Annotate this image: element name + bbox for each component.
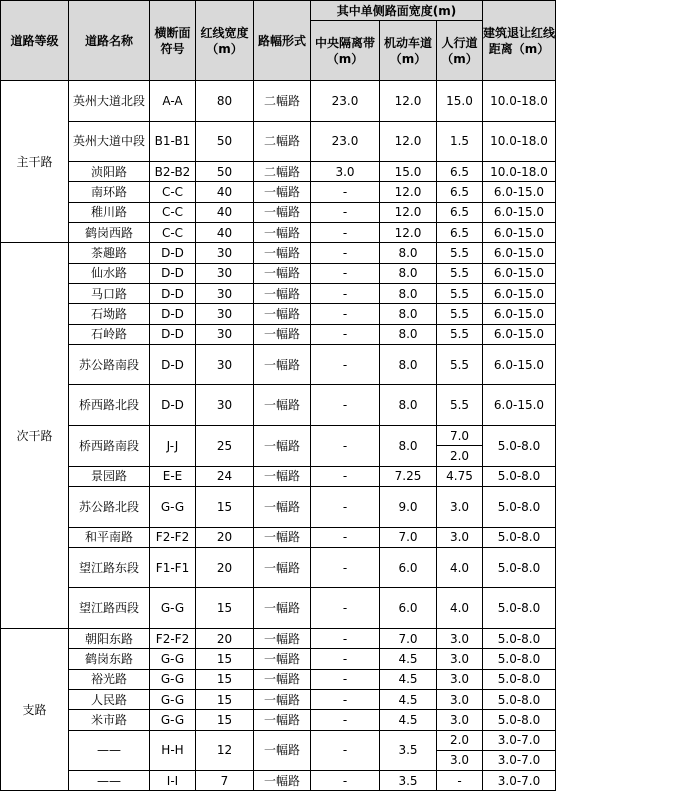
cell-redline-width: 30 — [196, 385, 254, 426]
cell-road-form: 一幅路 — [254, 385, 311, 426]
table-row — [1, 385, 556, 426]
cell-setback: 3.0-7.0 — [483, 771, 556, 791]
table-row — [1, 81, 556, 122]
cell-setback: 5.0-8.0 — [483, 466, 556, 486]
cell-road-name: 茶趣路 — [69, 243, 150, 263]
cell-median: - — [311, 730, 380, 771]
cell-sidewalk: 5.5 — [437, 344, 483, 385]
cell-section-symbol: F1-F1 — [150, 547, 196, 588]
cell-median: - — [311, 243, 380, 263]
cell-road-name: 望江路西段 — [69, 588, 150, 629]
cell-road-form: 一幅路 — [254, 202, 311, 222]
cell-motor-lane: 12.0 — [380, 202, 437, 222]
cell-redline-width: 40 — [196, 223, 254, 243]
cell-setback: 6.0-15.0 — [483, 243, 556, 263]
cell-motor-lane: 12.0 — [380, 182, 437, 202]
cell-redline-width: 15 — [196, 689, 254, 709]
cell-road-form: 一幅路 — [254, 669, 311, 689]
cell-motor-lane: 4.5 — [380, 689, 437, 709]
table-row — [1, 771, 556, 791]
table-row — [1, 243, 556, 263]
cell-median: - — [311, 669, 380, 689]
cell-median: - — [311, 771, 380, 791]
cell-motor-lane: 8.0 — [380, 385, 437, 426]
header-section-symbol: 横断面符号 — [150, 1, 196, 81]
cell-sidewalk: 5.5 — [437, 324, 483, 344]
cell-section-symbol: F2-F2 — [150, 629, 196, 649]
cell-median: - — [311, 689, 380, 709]
cell-section-symbol: D-D — [150, 263, 196, 283]
cell-road-name: 鹤岗东路 — [69, 649, 150, 669]
table-row — [1, 466, 556, 486]
table-row — [1, 730, 556, 750]
header-road-name: 道路名称 — [69, 1, 150, 81]
cell-redline-width: 20 — [196, 527, 254, 547]
table-row — [1, 283, 556, 303]
cell-sidewalk: 6.5 — [437, 162, 483, 182]
cell-redline-width: 50 — [196, 162, 254, 182]
cell-setback: 5.0-8.0 — [483, 588, 556, 629]
cell-redline-width: 15 — [196, 710, 254, 730]
cell-sidewalk: - — [437, 771, 483, 791]
cell-sidewalk: 3.0 — [437, 527, 483, 547]
cell-motor-lane: 4.5 — [380, 649, 437, 669]
cell-median: - — [311, 223, 380, 243]
cell-road-form: 一幅路 — [254, 223, 311, 243]
cell-redline-width: 30 — [196, 283, 254, 303]
cell-setback: 6.0-15.0 — [483, 283, 556, 303]
cell-redline-width: 24 — [196, 466, 254, 486]
cell-section-symbol: C-C — [150, 223, 196, 243]
cell-sidewalk: 4.0 — [437, 588, 483, 629]
cell-motor-lane: 9.0 — [380, 486, 437, 527]
cell-road-name: 石坳路 — [69, 304, 150, 324]
cell-sidewalk: 4.0 — [437, 547, 483, 588]
cell-section-symbol: C-C — [150, 182, 196, 202]
cell-setback: 10.0-18.0 — [483, 121, 556, 162]
cell-road-form: 一幅路 — [254, 486, 311, 527]
table-row — [1, 182, 556, 202]
cell-section-symbol: I-I — [150, 771, 196, 791]
table-row — [1, 689, 556, 709]
cell-setback: 5.0-8.0 — [483, 710, 556, 730]
cell-motor-lane: 8.0 — [380, 243, 437, 263]
cell-sidewalk: 3.0 — [437, 629, 483, 649]
cell-redline-width: 12 — [196, 730, 254, 771]
cell-motor-lane: 8.0 — [380, 426, 437, 467]
cell-redline-width: 80 — [196, 81, 254, 122]
cell-redline-width: 7 — [196, 771, 254, 791]
cell-road-form: 一幅路 — [254, 649, 311, 669]
cell-section-symbol: G-G — [150, 588, 196, 629]
cell-road-level: 次干路 — [1, 243, 69, 629]
cell-road-form: 一幅路 — [254, 344, 311, 385]
cell-sidewalk: 5.5 — [437, 243, 483, 263]
cell-road-name: 朝阳东路 — [69, 629, 150, 649]
cell-road-name: 仙水路 — [69, 263, 150, 283]
cell-median: - — [311, 710, 380, 730]
cell-motor-lane: 6.0 — [380, 547, 437, 588]
cell-redline-width: 30 — [196, 243, 254, 263]
cell-median: - — [311, 486, 380, 527]
cell-sidewalk: 7.0 — [437, 426, 483, 446]
cell-motor-lane: 3.5 — [380, 771, 437, 791]
cell-road-name: —— — [69, 771, 150, 791]
cell-median: - — [311, 324, 380, 344]
cell-setback: 5.0-8.0 — [483, 426, 556, 467]
cell-motor-lane: 4.5 — [380, 669, 437, 689]
cell-road-level: 主干路 — [1, 81, 69, 243]
cell-setback: 6.0-15.0 — [483, 304, 556, 324]
cell-motor-lane: 6.0 — [380, 588, 437, 629]
cell-setback: 5.0-8.0 — [483, 649, 556, 669]
cell-redline-width: 15 — [196, 588, 254, 629]
cell-setback: 10.0-18.0 — [483, 162, 556, 182]
cell-road-form: 一幅路 — [254, 304, 311, 324]
cell-redline-width: 15 — [196, 486, 254, 527]
cell-section-symbol: G-G — [150, 689, 196, 709]
cell-sidewalk: 2.0 — [437, 730, 483, 750]
cell-sidewalk: 5.5 — [437, 304, 483, 324]
cell-median: - — [311, 649, 380, 669]
cell-sidewalk: 5.5 — [437, 283, 483, 303]
cell-setback: 5.0-8.0 — [483, 527, 556, 547]
cell-redline-width: 30 — [196, 344, 254, 385]
cell-road-name: 苏公路北段 — [69, 486, 150, 527]
cell-road-name: 鹤岗西路 — [69, 223, 150, 243]
cell-road-name: 稚川路 — [69, 202, 150, 222]
cell-motor-lane: 3.5 — [380, 730, 437, 771]
cell-setback: 3.0-7.0 — [483, 750, 556, 770]
cell-sidewalk: 6.5 — [437, 223, 483, 243]
table-row — [1, 669, 556, 689]
cell-median: - — [311, 283, 380, 303]
cell-road-form: 一幅路 — [254, 689, 311, 709]
cell-road-form: 一幅路 — [254, 629, 311, 649]
cell-road-name: 人民路 — [69, 689, 150, 709]
cell-median: - — [311, 527, 380, 547]
table-row — [1, 649, 556, 669]
cell-section-symbol: D-D — [150, 324, 196, 344]
cell-section-symbol: H-H — [150, 730, 196, 771]
cell-road-form: 一幅路 — [254, 466, 311, 486]
cell-setback: 6.0-15.0 — [483, 223, 556, 243]
cell-section-symbol: C-C — [150, 202, 196, 222]
cell-road-form: 二幅路 — [254, 162, 311, 182]
cell-median: - — [311, 385, 380, 426]
cell-road-form: 一幅路 — [254, 283, 311, 303]
cell-sidewalk: 3.0 — [437, 750, 483, 770]
cell-section-symbol: D-D — [150, 344, 196, 385]
header-median: 中央隔离带（m） — [311, 21, 380, 81]
cell-redline-width: 15 — [196, 669, 254, 689]
table-body — [1, 81, 556, 791]
cell-road-name: 石岭路 — [69, 324, 150, 344]
cell-section-symbol: B1-B1 — [150, 121, 196, 162]
table-row — [1, 629, 556, 649]
cell-setback: 3.0-7.0 — [483, 730, 556, 750]
cell-redline-width: 25 — [196, 426, 254, 467]
cell-sidewalk: 3.0 — [437, 710, 483, 730]
cell-road-form: 一幅路 — [254, 527, 311, 547]
header-motor-lane: 机动车道（m） — [380, 21, 437, 81]
cell-redline-width: 40 — [196, 182, 254, 202]
header-setback: 建筑退让红线距离（m） — [483, 1, 556, 81]
cell-motor-lane: 8.0 — [380, 283, 437, 303]
cell-section-symbol: F2-F2 — [150, 527, 196, 547]
cell-motor-lane: 12.0 — [380, 223, 437, 243]
cell-section-symbol: J-J — [150, 426, 196, 467]
cell-road-form: 一幅路 — [254, 588, 311, 629]
table-row — [1, 588, 556, 629]
cell-sidewalk: 5.5 — [437, 263, 483, 283]
cell-redline-width: 50 — [196, 121, 254, 162]
table-row — [1, 486, 556, 527]
cell-median: - — [311, 547, 380, 588]
cell-road-name: 浈阳路 — [69, 162, 150, 182]
cell-median: - — [311, 304, 380, 324]
cell-redline-width: 30 — [196, 324, 254, 344]
cell-section-symbol: A-A — [150, 81, 196, 122]
table-row — [1, 527, 556, 547]
cell-median: - — [311, 202, 380, 222]
cell-road-name: —— — [69, 730, 150, 771]
cell-median: 3.0 — [311, 162, 380, 182]
cell-section-symbol: E-E — [150, 466, 196, 486]
cell-road-name: 南环路 — [69, 182, 150, 202]
cell-sidewalk: 6.5 — [437, 182, 483, 202]
cell-median: - — [311, 426, 380, 467]
cell-median: 23.0 — [311, 121, 380, 162]
cell-setback: 6.0-15.0 — [483, 263, 556, 283]
cell-median: - — [311, 466, 380, 486]
cell-motor-lane: 7.0 — [380, 629, 437, 649]
cell-road-form: 一幅路 — [254, 263, 311, 283]
cell-road-form: 一幅路 — [254, 182, 311, 202]
cell-road-name: 桥西路北段 — [69, 385, 150, 426]
cell-motor-lane: 8.0 — [380, 344, 437, 385]
cell-redline-width: 20 — [196, 629, 254, 649]
table-row — [1, 162, 556, 182]
header-road-form: 路幅形式 — [254, 1, 311, 81]
cell-section-symbol: D-D — [150, 385, 196, 426]
cell-section-symbol: G-G — [150, 710, 196, 730]
cell-motor-lane: 8.0 — [380, 263, 437, 283]
cell-road-name: 景园路 — [69, 466, 150, 486]
cell-motor-lane: 8.0 — [380, 324, 437, 344]
cell-road-name: 裕光路 — [69, 669, 150, 689]
cell-motor-lane: 7.0 — [380, 527, 437, 547]
cell-sidewalk: 15.0 — [437, 81, 483, 122]
table-row — [1, 547, 556, 588]
cell-road-name: 桥西路南段 — [69, 426, 150, 467]
table-row — [1, 202, 556, 222]
cell-road-name: 和平南路 — [69, 527, 150, 547]
cell-road-name: 英州大道中段 — [69, 121, 150, 162]
cell-road-form: 一幅路 — [254, 771, 311, 791]
cell-road-name: 英州大道北段 — [69, 81, 150, 122]
table-row — [1, 324, 556, 344]
cell-road-form: 一幅路 — [254, 710, 311, 730]
cell-motor-lane: 12.0 — [380, 81, 437, 122]
cell-setback: 6.0-15.0 — [483, 385, 556, 426]
cell-median: - — [311, 588, 380, 629]
cell-motor-lane: 12.0 — [380, 121, 437, 162]
cell-section-symbol: G-G — [150, 649, 196, 669]
cell-road-form: 一幅路 — [254, 426, 311, 467]
cell-setback: 6.0-15.0 — [483, 202, 556, 222]
cell-motor-lane: 7.25 — [380, 466, 437, 486]
cell-median: 23.0 — [311, 81, 380, 122]
cell-road-name: 苏公路南段 — [69, 344, 150, 385]
cell-sidewalk: 3.0 — [437, 689, 483, 709]
cell-road-form: 一幅路 — [254, 547, 311, 588]
cell-setback: 10.0-18.0 — [483, 81, 556, 122]
cell-road-name: 马口路 — [69, 283, 150, 303]
cell-redline-width: 40 — [196, 202, 254, 222]
table-row — [1, 263, 556, 283]
cell-sidewalk: 5.5 — [437, 385, 483, 426]
cell-sidewalk: 3.0 — [437, 486, 483, 527]
cell-setback: 5.0-8.0 — [483, 486, 556, 527]
cell-section-symbol: D-D — [150, 304, 196, 324]
cell-sidewalk: 4.75 — [437, 466, 483, 486]
cell-road-form: 二幅路 — [254, 81, 311, 122]
cell-section-symbol: D-D — [150, 283, 196, 303]
cell-road-form: 一幅路 — [254, 243, 311, 263]
header-sidewalk: 人行道（m） — [437, 21, 483, 81]
cell-setback: 5.0-8.0 — [483, 669, 556, 689]
table-row — [1, 344, 556, 385]
cell-section-symbol: B2-B2 — [150, 162, 196, 182]
cell-motor-lane: 15.0 — [380, 162, 437, 182]
cell-sidewalk: 6.5 — [437, 202, 483, 222]
cell-section-symbol: D-D — [150, 243, 196, 263]
cell-road-name: 米市路 — [69, 710, 150, 730]
cell-setback: 5.0-8.0 — [483, 547, 556, 588]
cell-median: - — [311, 344, 380, 385]
cell-redline-width: 15 — [196, 649, 254, 669]
cell-redline-width: 20 — [196, 547, 254, 588]
cell-median: - — [311, 182, 380, 202]
cell-redline-width: 30 — [196, 304, 254, 324]
table-row — [1, 223, 556, 243]
cell-setback: 5.0-8.0 — [483, 629, 556, 649]
table-row — [1, 426, 556, 446]
cell-road-level: 支路 — [1, 629, 69, 791]
cell-section-symbol: G-G — [150, 669, 196, 689]
cell-sidewalk: 1.5 — [437, 121, 483, 162]
cell-section-symbol: G-G — [150, 486, 196, 527]
cell-motor-lane: 8.0 — [380, 304, 437, 324]
cell-setback: 6.0-15.0 — [483, 344, 556, 385]
table-row — [1, 304, 556, 324]
cell-setback: 5.0-8.0 — [483, 689, 556, 709]
cell-sidewalk: 3.0 — [437, 649, 483, 669]
cell-sidewalk: 3.0 — [437, 669, 483, 689]
cell-motor-lane: 4.5 — [380, 710, 437, 730]
cell-median: - — [311, 629, 380, 649]
header-redline-width: 红线宽度（m） — [196, 1, 254, 81]
cell-road-form: 一幅路 — [254, 324, 311, 344]
cell-redline-width: 30 — [196, 263, 254, 283]
cell-setback: 6.0-15.0 — [483, 324, 556, 344]
table-row — [1, 710, 556, 730]
cell-road-name: 望江路东段 — [69, 547, 150, 588]
header-single-side-width: 其中单侧路面宽度(m) — [311, 1, 483, 21]
header-road-level: 道路等级 — [1, 1, 69, 81]
cell-road-form: 二幅路 — [254, 121, 311, 162]
cell-setback: 6.0-15.0 — [483, 182, 556, 202]
cell-sidewalk: 2.0 — [437, 446, 483, 466]
table-row — [1, 121, 556, 162]
cell-median: - — [311, 263, 380, 283]
cell-road-form: 一幅路 — [254, 730, 311, 771]
